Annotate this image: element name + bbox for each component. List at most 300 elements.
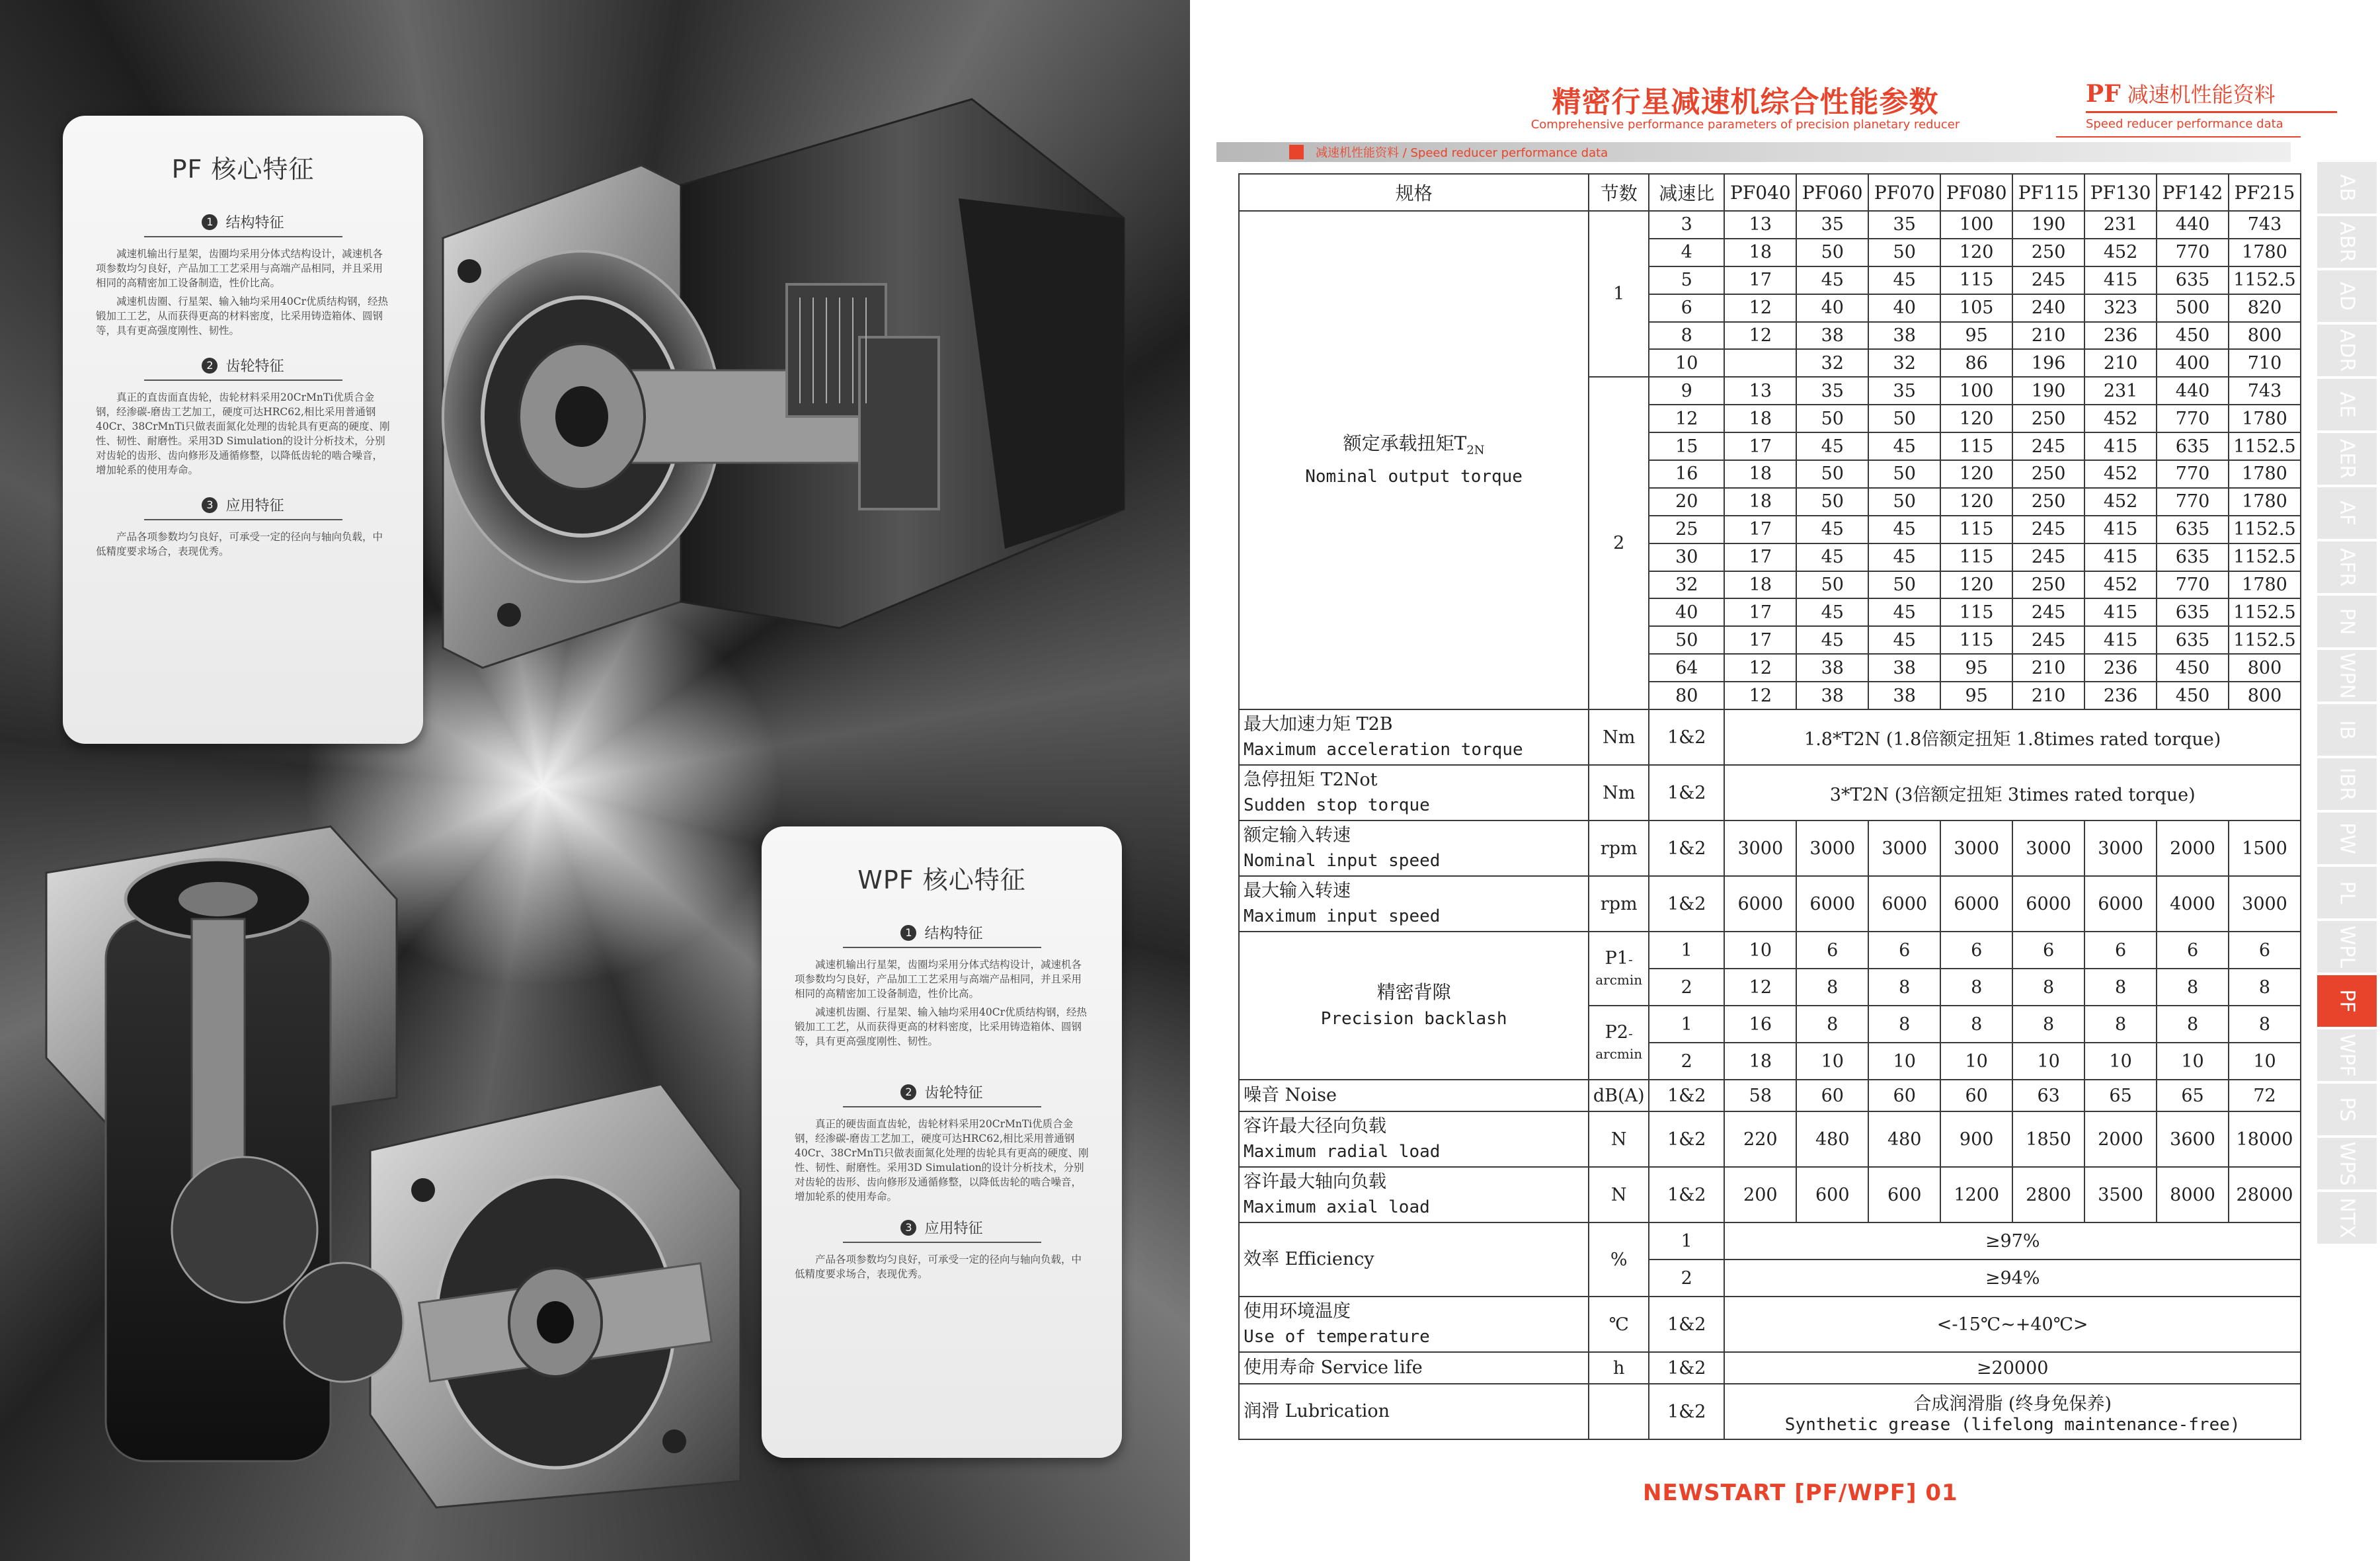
label-cn: 额定输入转速 [1244,825,1351,846]
table-cell: 500 [2157,294,2229,322]
table-cell: 45 [1868,543,1940,571]
table-cell: 32 [1868,349,1940,377]
table-row [1239,1297,2301,1352]
table-cell: 245 [2012,516,2084,543]
table-cell: 6 [1940,932,2012,969]
label-en: Precision backlash [1320,1009,1507,1029]
series-tab[interactable] [2317,975,2377,1027]
label-en: Maximum acceleration torque [1244,740,1523,760]
stage-cell: 1&2 [1649,709,1724,765]
label-cn: 精密背隙 [1376,981,1451,1004]
label-cn: 容许最大轴向负载 [1244,1172,1386,1193]
table-row [1239,1222,2301,1260]
table-cell: 210 [2012,654,2084,682]
table-cell: 115 [1940,598,2012,626]
table-cell: 40 [1868,294,1940,322]
section-number: 2 [202,358,218,374]
table-cell: 60 [1868,1080,1940,1111]
table-cell: 60 [1940,1080,2012,1111]
series-tab-label: AFR [2335,547,2359,587]
grade-unit: -arcmin [1595,1025,1643,1062]
table-row [1239,1080,2301,1111]
stage-cell: 1 [1649,932,1724,969]
series-tab[interactable] [2317,596,2377,647]
section-title: 结构特征 [225,215,284,231]
table-cell: 1200 [1940,1167,2012,1222]
column-header: PF215 [2229,174,2301,211]
table-cell: 6 [1868,932,1940,969]
series-tab-label: PN [2335,608,2359,635]
label-en: Sudden stop torque [1244,795,1430,816]
table-cell: 10 [1940,1043,2012,1080]
feature-section [795,1217,1089,1281]
feature-section [795,1082,1089,1204]
table-cell: 18 [1724,1043,1796,1080]
table-cell: 50 [1868,460,1940,488]
section-title: 应用特征 [924,1221,983,1237]
card-title: WPF 核心特征 [857,865,1026,895]
table-cell: 45 [1868,598,1940,626]
column-header: PF130 [2084,174,2157,211]
table-cell: 190 [2012,211,2084,239]
param-label [1239,1297,1589,1352]
table-cell: 8 [1868,969,1940,1006]
table-cell: 12 [1724,294,1796,322]
table-cell: 900 [1940,1111,2012,1167]
feature-section [795,922,1089,1049]
table-cell: 95 [1940,654,2012,682]
value-cell: ≥94% [1724,1260,2301,1297]
table-cell: 8 [1868,1006,1940,1043]
table-cell: 115 [1940,626,2012,654]
table-cell: 12 [1724,654,1796,682]
series-tab[interactable] [2317,487,2377,539]
page-footer: NEWSTART [PF/WPF] 01 [1643,1480,1958,1506]
table-cell: 635 [2157,626,2229,654]
header-divider [2056,136,2301,138]
series-tab[interactable] [2317,541,2377,593]
table-cell: 12 [1724,322,1796,350]
table-cell: 6 [1796,932,1868,969]
table-header-row [1239,174,2301,211]
section-bar-text: 减速机性能资料 / Speed reducer performance data [1316,146,1608,160]
unit-cell: % [1589,1222,1649,1297]
stage-cell: 1&2 [1649,821,1724,876]
table-cell: 415 [2084,266,2157,294]
table-cell: 18 [1724,488,1796,516]
table-cell: 17 [1724,598,1796,626]
grade-cell [1589,932,1649,1006]
table-cell: 17 [1724,626,1796,654]
table-cell: 6 [2012,932,2084,969]
table-cell: 1152.5 [2229,266,2301,294]
table-cell: 64 [1649,654,1724,682]
table-cell: 415 [2084,432,2157,460]
table-cell: 12 [1724,969,1796,1006]
table-row [1239,876,2301,932]
stage-cell: 1&2 [1649,876,1724,932]
table-cell: 50 [1796,460,1868,488]
series-tab[interactable] [2317,162,2377,214]
series-tab[interactable] [2317,758,2377,810]
unit-cell: N [1589,1111,1649,1167]
table-cell: 10 [1649,349,1724,377]
section-number: 1 [900,925,916,941]
table-cell: 10 [2012,1043,2084,1080]
table-cell: 50 [1796,239,1868,266]
param-label: 使用寿命 Service life [1239,1352,1589,1384]
table-row [1239,1352,2301,1384]
section-title: 齿轮特征 [924,1085,983,1101]
table-cell: 480 [1868,1111,1940,1167]
table-cell: 6000 [2084,876,2157,932]
table-cell: 8 [2157,969,2229,1006]
table-cell: 120 [1940,488,2012,516]
label-en: Maximum axial load [1244,1197,1430,1218]
bar-marker-icon [1289,145,1304,159]
table-cell: 1152.5 [2229,543,2301,571]
table-cell: 635 [2157,266,2229,294]
table-cell: 452 [2084,571,2157,599]
table-cell: 95 [1940,322,2012,350]
series-tab[interactable] [2317,704,2377,756]
unit-cell: dB(A) [1589,1080,1649,1111]
table-cell: 38 [1796,654,1868,682]
series-tab[interactable] [2317,650,2377,701]
table-cell: 4000 [2157,876,2229,932]
series-tab[interactable] [2317,325,2377,376]
table-cell: 3500 [2084,1167,2157,1222]
unit-cell: rpm [1589,821,1649,876]
table-cell: 16 [1649,460,1724,488]
table-cell: 450 [2157,322,2229,350]
table-cell: 45 [1868,516,1940,543]
table-cell: 30 [1649,543,1724,571]
series-tab[interactable] [2317,1192,2377,1244]
series-tab-label: IBR [2335,767,2359,801]
table-cell: 770 [2157,239,2229,266]
table-cell: 45 [1868,626,1940,654]
table-cell: 452 [2084,488,2157,516]
table-cell: 115 [1940,266,2012,294]
table-cell: 415 [2084,626,2157,654]
table-cell: 63 [2012,1080,2084,1111]
table-cell: 4 [1649,239,1724,266]
table-cell: 120 [1940,239,2012,266]
table-cell: 72 [2229,1080,2301,1111]
table-cell: 236 [2084,322,2157,350]
section-number: 3 [202,497,218,513]
table-cell: 10 [2229,1043,2301,1080]
table-cell: 6 [2084,932,2157,969]
series-tab-label: WPS [2335,1141,2359,1186]
table-cell: 6000 [2012,876,2084,932]
series-tab-label: IB [2335,720,2359,740]
section-text: 真正的硬齿面直齿轮，齿轮材料采用20CrMnTi优质合金钢，经渗碳-磨齿工艺加工，硬度可达HRC62,相比采用普通钢40Cr、38CrMnTi只做表面氮化处理的齿轮具有更高的硬度、刚性、韧性、耐磨性。采用3D Simulation的设计分析技术，分别对齿轮的齿形、齿向修形及通循修整，以降低齿轮的啮合噪音，增加轮系的使用寿命。 [795,1118,1089,1203]
unit-cell [1589,1384,1649,1439]
label-cn: 额定承载扭矩T [1343,432,1467,454]
label-en: Synthetic grease (lifelong maintenance-free) [1784,1414,2241,1435]
table-cell: 45 [1868,432,1940,460]
table-cell: 6000 [1940,876,2012,932]
table-cell: 6 [1649,294,1724,322]
table-row [1239,821,2301,876]
table-cell: 710 [2229,349,2301,377]
table-cell: 5 [1649,266,1724,294]
table-cell: 45 [1796,432,1868,460]
table-cell: 8 [1940,969,2012,1006]
section-text: 减速机输出行星架，齿圈均采用分体式结构设计，减速机各项参数均匀良好，产品加工工艺采用与高端产品相同，并且采用相同的高精密加工设备制造，性价比高。 [96,248,383,289]
table-cell: 58 [1724,1080,1796,1111]
table-row [1239,1384,2301,1439]
label-en: Use of temperature [1244,1327,1430,1347]
table-cell: 820 [2229,294,2301,322]
table-cell: 6 [2157,932,2229,969]
table-cell: 8 [2084,1006,2157,1043]
table-cell: 3000 [1940,821,2012,876]
section-bar [1216,142,2291,162]
table-cell: 770 [2157,571,2229,599]
table-cell: 6000 [1796,876,1868,932]
table-cell: 231 [2084,377,2157,405]
label-cn: 最大输入转速 [1244,881,1351,902]
table-cell: 13 [1724,377,1796,405]
table-cell: 20 [1649,488,1724,516]
table-cell: 196 [2012,349,2084,377]
table-cell: 38 [1868,682,1940,709]
table-row [1239,932,2301,969]
table-cell: 800 [2229,322,2301,350]
table-cell: 8 [1796,969,1868,1006]
series-tab-label: AE [2335,391,2359,418]
label-cn: 急停扭矩 T2Not [1244,770,1378,791]
stage-cell: 1&2 [1649,1352,1724,1384]
column-header: PF080 [1940,174,2012,211]
section-text: 真正的直齿面直齿轮，齿轮材料采用20CrMnTi优质合金钢，经渗碳-磨齿工艺加工，硬度可达HRC62,相比采用普通钢40Cr、38CrMnTi只做表面氮化处理的齿轮具有更高的硬度、刚性、韧性、耐磨性。采用3D Simulation的设计分析技术，分别对齿轮的齿形、齿向修形及通循修整，以降低齿轮的啮合噪音，增加轮系的使用寿命。 [96,391,390,476]
table-cell: 400 [2157,349,2229,377]
wpf-feature-card [762,826,1122,1458]
table-cell: 743 [2229,211,2301,239]
table-cell: 8 [1649,322,1724,350]
table-cell: 40 [1649,598,1724,626]
table-cell: 231 [2084,211,2157,239]
table-cell: 245 [2012,266,2084,294]
stage-cell: 1&2 [1649,1111,1724,1167]
table-cell: 440 [2157,211,2229,239]
pf-feature-card [63,116,423,744]
table-cell: 38 [1796,322,1868,350]
series-tab-label: PL [2335,881,2359,904]
page-subtitle: Comprehensive performance parameters of precision planetary reducer [1530,118,1960,132]
table-cell: 770 [2157,488,2229,516]
table-cell: 12 [1649,405,1724,432]
grade-cell [1589,1006,1649,1080]
series-tab-label: WPL [2335,925,2359,969]
value-cell: ≥97% [1724,1222,2301,1260]
table-cell: 60 [1796,1080,1868,1111]
grade-label: P1 [1605,948,1628,969]
table-cell: 50 [1868,239,1940,266]
table-cell: 635 [2157,516,2229,543]
stage-cell: 2 [1649,1260,1724,1297]
unit-cell: N [1589,1167,1649,1222]
table-cell: 236 [2084,682,2157,709]
series-tab-label: PF [2335,989,2359,1013]
table-cell: 250 [2012,571,2084,599]
column-header: 节数 [1589,174,1649,211]
table-cell: 17 [1724,516,1796,543]
feature-section [96,212,390,338]
table-cell: 3000 [1796,821,1868,876]
table-cell: 38 [1796,682,1868,709]
unit-cell: ℃ [1589,1297,1649,1352]
table-cell: 3000 [2012,821,2084,876]
table-cell: 6000 [1868,876,1940,932]
table-cell: 600 [1796,1167,1868,1222]
table-cell: 13 [1724,211,1796,239]
table-cell: 1152.5 [2229,432,2301,460]
value-cell: <-15℃~+40℃> [1724,1297,2301,1352]
table-cell: 1780 [2229,571,2301,599]
feature-section [96,495,390,559]
stage-cell: 1&2 [1649,1167,1724,1222]
series-tab[interactable] [2317,1084,2377,1135]
series-tab[interactable] [2317,921,2377,973]
table-cell: 3000 [2229,876,2301,932]
table-cell: 50 [1868,571,1940,599]
table-cell: 17 [1724,543,1796,571]
table-cell: 415 [2084,516,2157,543]
table-cell: 8 [2084,969,2157,1006]
table-cell: 18 [1724,460,1796,488]
table-cell: 245 [2012,432,2084,460]
unit-cell: Nm [1589,709,1649,765]
table-cell: 3000 [1724,821,1796,876]
stage-cell: 1 [1589,211,1649,377]
table-cell: 45 [1868,266,1940,294]
series-tab[interactable] [2317,813,2377,864]
series-tab-label: WPN [2335,652,2359,700]
column-header: PF142 [2157,174,2229,211]
table-cell: 450 [2157,682,2229,709]
table-row [1239,709,2301,765]
param-label [1239,1111,1589,1167]
stage-cell: 2 [1649,1043,1724,1080]
table-cell: 452 [2084,405,2157,432]
series-tab-label: AER [2335,438,2359,479]
table-cell: 17 [1724,266,1796,294]
table-cell: 250 [2012,405,2084,432]
table-cell: 45 [1796,598,1868,626]
table-cell: 635 [2157,432,2229,460]
table-cell: 10 [1724,932,1796,969]
series-tab-label: ABR [2335,221,2359,262]
section-text: 减速机齿圈、行星架、输入轴均采用40Cr优质结构钢，经热锻加工工艺，从而获得更高的材料密度，比采用铸造箱体、圆钢等，具有更高强度刚性、韧性。 [96,296,388,337]
table-cell: 452 [2084,460,2157,488]
feature-section [96,355,390,477]
table-cell: 120 [1940,460,2012,488]
column-header: PF070 [1868,174,1940,211]
section-badge [2086,78,2337,131]
series-tab[interactable] [2317,216,2377,268]
table-cell: 635 [2157,598,2229,626]
stage-cell: 1&2 [1649,1080,1724,1111]
series-tab[interactable] [2317,1138,2377,1189]
table-cell: 9 [1649,377,1724,405]
table-cell: 770 [2157,405,2229,432]
table-cell: 50 [1649,626,1724,654]
table-cell: 1780 [2229,488,2301,516]
param-label: 润滑 Lubrication [1239,1384,1589,1439]
section-number: 2 [900,1084,916,1100]
table-cell: 45 [1796,626,1868,654]
table-cell: 1780 [2229,460,2301,488]
series-tab-label: NTX [2335,1197,2359,1238]
table-cell: 250 [2012,488,2084,516]
table-cell: 8 [2229,969,2301,1006]
table-cell: 3 [1649,211,1724,239]
table-cell: 323 [2084,294,2157,322]
section-text: 产品各项参数均匀良好，可承受一定的径向与轴向负载，中低精度要求场合，表现优秀。 [795,1254,1082,1280]
param-label [1239,876,1589,932]
table-cell: 45 [1796,543,1868,571]
table-cell: 100 [1940,211,2012,239]
table-cell: 2800 [2012,1167,2084,1222]
table-cell: 115 [1940,543,2012,571]
table-cell: 18 [1724,405,1796,432]
grade-unit: -arcmin [1595,951,1643,988]
table-cell: 10 [2084,1043,2157,1080]
stage-cell: 1&2 [1649,765,1724,821]
series-tab[interactable] [2317,433,2377,485]
section-text: 产品各项参数均匀良好，可承受一定的径向与轴向负载，中低精度要求场合，表现优秀。 [96,531,383,557]
unit-cell: rpm [1589,876,1649,932]
series-tab[interactable] [2317,270,2377,322]
table-cell: 120 [1940,405,2012,432]
series-tab-label: PS [2335,1097,2359,1122]
wpf-gearbox-image [26,820,754,1514]
param-label [1239,821,1589,876]
badge-series: PF [2086,80,2121,108]
column-header: PF115 [2012,174,2084,211]
table-cell: 8 [2229,1006,2301,1043]
label-en: Nominal input speed [1244,851,1441,871]
series-tab[interactable] [2317,1029,2377,1081]
table-cell: 1780 [2229,239,2301,266]
series-tab[interactable] [2317,379,2377,430]
unit-cell: Nm [1589,765,1649,821]
table-cell: 95 [1940,682,2012,709]
table-cell: 8 [1796,1006,1868,1043]
table-cell: 10 [1796,1043,1868,1080]
table-cell: 1850 [2012,1111,2084,1167]
table-cell: 45 [1796,516,1868,543]
table-cell: 480 [1796,1111,1868,1167]
series-tab-label: PW [2335,822,2359,854]
table-cell: 35 [1868,377,1940,405]
series-tab-label: ADR [2335,329,2359,372]
torque-label [1239,211,1589,709]
table-cell: 35 [1796,211,1868,239]
label-en: Maximum radial load [1244,1142,1441,1162]
series-tab[interactable] [2317,867,2377,918]
label-cn: 最大加速力矩 T2B [1244,714,1393,735]
param-label [1239,765,1589,821]
table-cell: 8 [2012,969,2084,1006]
label-cn: 容许最大径向负载 [1244,1116,1386,1137]
table-cell: 2000 [2084,1111,2157,1167]
table-cell: 210 [2012,682,2084,709]
